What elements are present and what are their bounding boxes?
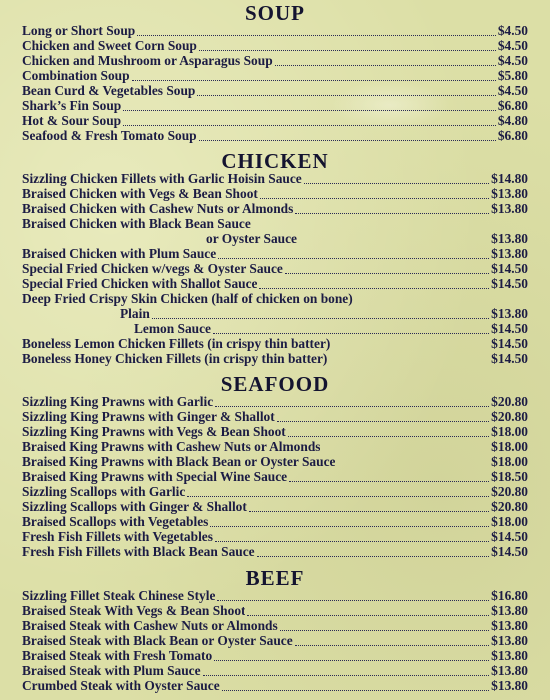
item-name: Braised Steak with Fresh Tomato [22, 648, 213, 663]
dot-leader [215, 531, 489, 542]
item-name: Bean Curd & Vegetables Soup [22, 83, 196, 98]
item-price: $18.00 [491, 439, 528, 454]
item-price: $13.80 [491, 648, 528, 663]
menu-item [22, 454, 528, 469]
item-name: Braised Chicken with Cashew Nuts or Almonds [22, 201, 294, 216]
menu-item [22, 529, 528, 544]
dot-leader [327, 354, 491, 364]
dot-leader [218, 248, 489, 259]
menu-item [22, 618, 528, 633]
menu-item [22, 38, 528, 53]
item-price: $4.50 [497, 23, 528, 38]
item-name: Braised Steak with Cashew Nuts or Almonds [22, 618, 278, 633]
item-price: $16.80 [491, 588, 528, 603]
dot-leader [320, 442, 491, 452]
item-name: Chicken and Sweet Corn Soup [22, 38, 197, 53]
item-price: $13.80 [491, 603, 528, 618]
dot-leader [132, 70, 496, 81]
menu-item [22, 439, 528, 454]
dot-leader [260, 188, 489, 199]
menu-item [22, 201, 528, 216]
menu-item [22, 186, 528, 201]
item-name: Sizzling Scallops with Garlic [22, 484, 186, 499]
menu-item [22, 424, 528, 439]
menu-item [22, 128, 528, 143]
menu-item [22, 648, 528, 663]
dot-leader [217, 590, 489, 601]
item-name: Boneless Honey Chicken Fillets (in crispy thin batter) [22, 351, 328, 366]
dot-leader [210, 516, 489, 527]
item-name: Sizzling Chicken Fillets with Garlic Hoisin Sauce [22, 171, 302, 186]
item-price: $14.50 [491, 261, 528, 276]
item-name: Seafood & Fresh Tomato Soup [22, 128, 197, 143]
menu-item [22, 171, 528, 186]
item-name: Deep Fried Crispy Skin Chicken (half of chicken on bone) [22, 291, 353, 306]
dot-leader [275, 55, 496, 66]
item-name: Long or Short Soup [22, 23, 136, 38]
item-price: $14.80 [491, 171, 528, 186]
menu-item [22, 246, 528, 261]
item-price: $4.50 [497, 38, 528, 53]
menu-item [22, 336, 528, 351]
item-price: $20.80 [491, 499, 528, 514]
dot-leader [355, 294, 526, 304]
menu-item [22, 633, 528, 648]
section-title-seafood: SEAFOOD [220, 372, 330, 396]
dot-leader [187, 486, 489, 497]
dot-leader [285, 263, 489, 274]
dot-leader [199, 130, 496, 141]
menu-item [22, 663, 528, 678]
item-name: Braised King Prawns with Special Wine Sauce [22, 469, 288, 484]
item-name: Fresh Fish Fillets with Black Bean Sauce [22, 544, 255, 559]
dot-leader [295, 203, 489, 214]
menu-item [22, 68, 528, 83]
dot-leader [203, 665, 490, 676]
menu-item [22, 484, 528, 499]
dot-leader [259, 278, 489, 289]
item-name: Combination Soup [22, 68, 130, 83]
menu-item [22, 514, 528, 529]
item-name: Braised Chicken with Black Bean Sauce [22, 216, 251, 231]
item-name: Plain [120, 306, 150, 321]
menu-item [22, 469, 528, 484]
dot-leader [197, 85, 495, 96]
item-price: $13.80 [491, 186, 528, 201]
item-name: Sizzling King Prawns with Ginger & Shallot [22, 409, 275, 424]
menu-item [22, 98, 528, 113]
dot-leader [222, 680, 490, 691]
dot-leader [213, 323, 489, 334]
item-name: Sizzling King Prawns with Vegs & Bean Shoot [22, 424, 286, 439]
dot-leader [330, 339, 491, 349]
item-price: $14.50 [491, 529, 528, 544]
menu-item [22, 351, 528, 366]
menu-item [22, 588, 528, 603]
item-price: $13.80 [491, 246, 528, 261]
dot-leader [299, 234, 489, 244]
item-name: or Oyster Sauce [206, 231, 297, 246]
item-price: $14.50 [491, 336, 528, 351]
item-name: Boneless Lemon Chicken Fillets (in crispy thin batter) [22, 336, 331, 351]
dot-leader [304, 173, 489, 184]
dot-leader [280, 620, 489, 631]
dot-leader [199, 40, 496, 51]
item-price: $13.80 [491, 663, 528, 678]
dot-leader [152, 308, 489, 319]
menu-item [22, 409, 528, 424]
menu-item [22, 499, 528, 514]
item-name: Hot & Sour Soup [22, 113, 122, 128]
item-name: Special Fried Chicken with Shallot Sauce [22, 276, 258, 291]
dot-leader [247, 605, 489, 616]
section-title-soup: SOUP [244, 1, 305, 25]
item-name: Sizzling Scallops with Ginger & Shallot [22, 499, 247, 514]
item-price: $5.80 [497, 68, 528, 83]
section-title-chicken: CHICKEN [221, 149, 329, 173]
menu-item [22, 261, 528, 276]
item-name: Braised Scallops with Vegetables [22, 514, 209, 529]
item-name: Lemon Sauce [134, 321, 211, 336]
item-price: $20.80 [491, 484, 528, 499]
item-price: $13.80 [491, 618, 528, 633]
item-price: $20.80 [491, 409, 528, 424]
menu-item [22, 394, 528, 409]
item-name: Crumbed Steak with Oyster Sauce [22, 678, 220, 693]
menu-item [22, 53, 528, 68]
item-name: Fresh Fish Fillets with Vegetables [22, 529, 213, 544]
menu-item [22, 678, 528, 693]
item-price: $20.80 [491, 394, 528, 409]
item-name: Braised King Prawns with Black Bean or Oyster Sauce [22, 454, 336, 469]
item-name: Braised King Prawns with Cashew Nuts or Almonds [22, 439, 321, 454]
dot-leader [137, 25, 496, 36]
item-name: Braised Chicken with Plum Sauce [22, 246, 217, 261]
item-price: $6.80 [497, 98, 528, 113]
item-price: $4.50 [497, 83, 528, 98]
dot-leader [249, 501, 489, 512]
item-name: Braised Steak With Vegs & Bean Shoot [22, 603, 246, 618]
menu-item [22, 544, 528, 559]
item-name: Sizzling King Prawns with Garlic [22, 394, 214, 409]
item-name: Braised Chicken with Vegs & Bean Shoot [22, 186, 258, 201]
item-name: Shark’s Fin Soup [22, 98, 122, 113]
dot-leader [295, 635, 490, 646]
item-name: Braised Steak with Plum Sauce [22, 663, 201, 678]
menu-item [22, 23, 528, 38]
dot-leader [123, 115, 496, 126]
dot-leader [277, 411, 489, 422]
item-price: $13.80 [491, 201, 528, 216]
dot-leader [123, 100, 496, 111]
item-price: $4.50 [497, 53, 528, 68]
item-price: $14.50 [491, 544, 528, 559]
item-name: Sizzling Fillet Steak Chinese Style [22, 588, 216, 603]
menu-item [22, 603, 528, 618]
menu-item [22, 291, 528, 306]
item-price: $13.80 [491, 678, 528, 693]
item-name: Special Fried Chicken w/vegs & Oyster Sauce [22, 261, 283, 276]
dot-leader [257, 546, 490, 557]
item-price: $18.50 [491, 469, 528, 484]
dot-leader [253, 219, 526, 229]
menu-item [22, 276, 528, 291]
dot-leader [288, 426, 489, 437]
menu-item [22, 231, 528, 246]
item-price: $13.80 [491, 306, 528, 321]
item-price: $18.00 [491, 424, 528, 439]
item-name: Chicken and Mushroom or Asparagus Soup [22, 53, 273, 68]
item-price: $14.50 [491, 276, 528, 291]
menu-item [22, 83, 528, 98]
item-price: $18.00 [491, 454, 528, 469]
menu-item [22, 216, 528, 231]
menu-item [22, 113, 528, 128]
item-price: $4.80 [497, 113, 528, 128]
item-name: Braised Steak with Black Bean or Oyster Sauce [22, 633, 293, 648]
menu-item [22, 321, 528, 336]
item-price: $18.00 [491, 514, 528, 529]
item-price: $13.80 [491, 231, 528, 246]
section-title-beef: BEEF [245, 566, 305, 590]
dot-leader [289, 471, 489, 482]
item-price: $13.80 [491, 633, 528, 648]
dot-leader [215, 396, 489, 407]
dot-leader [335, 457, 491, 467]
dot-leader [214, 650, 489, 661]
item-price: $14.50 [491, 321, 528, 336]
item-price: $6.80 [497, 128, 528, 143]
menu-item [22, 306, 528, 321]
item-price: $14.50 [491, 351, 528, 366]
